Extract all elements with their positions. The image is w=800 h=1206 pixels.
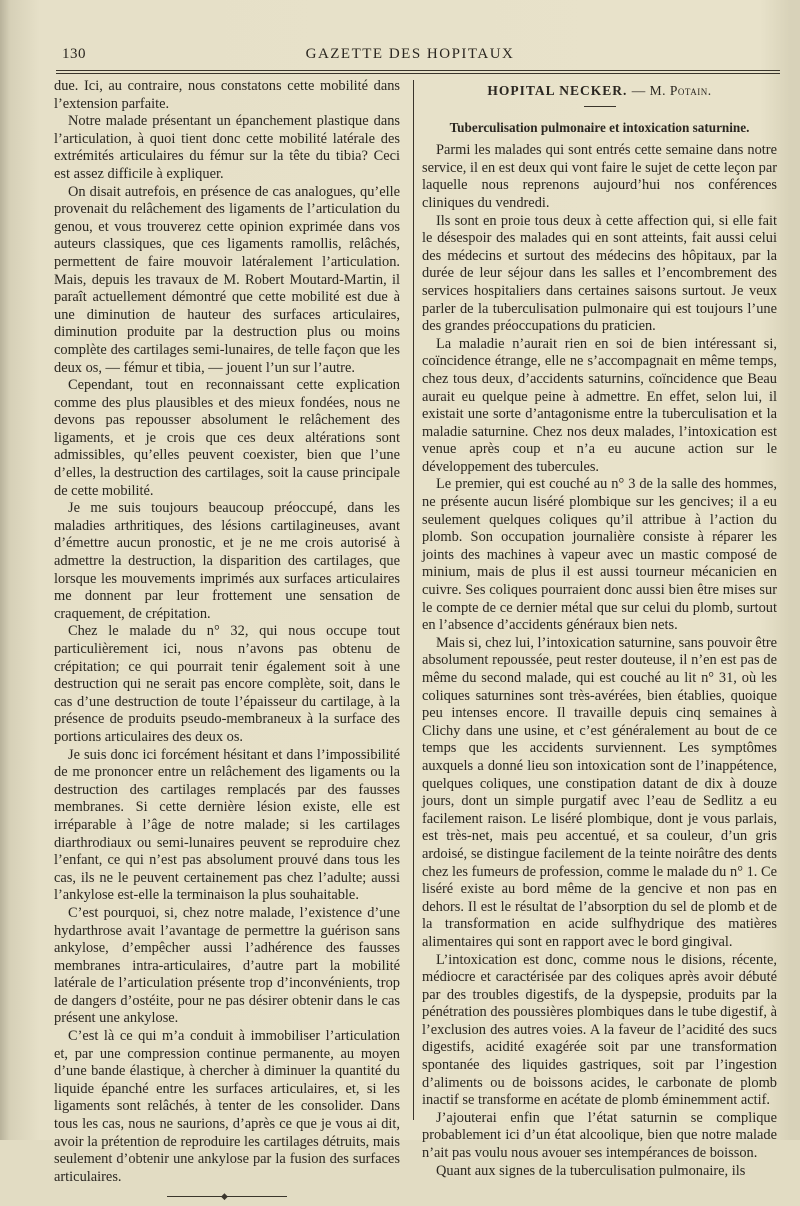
header-rule-thin	[56, 73, 780, 74]
column-separator	[413, 80, 414, 1120]
doctor-name: — M. Potain.	[631, 83, 712, 98]
paragraph: due. Ici, au contraire, nous constatons cette mobilité dans l’extension parfaite.	[54, 78, 400, 112]
paragraph: Mais si, chez lui, l’intoxication saturnine, sans pouvoir être absolument repoussée, peut rester douteuse, il n’en est pas de même du second malade, qui est couché au lit n° 31, où les coliques saturnines sont très-avérées, bien établies, quoique peu intenses encore. Il travaille depuis cinq semaines à Clichy dans une usine, et c’est généralement au bout de ce temps que les accidents surviennent. Les symptômes auxquels a donné lieu son intoxication sont de l’inappétence, quelques coliques, une constipation datant de dix à douze jours, dont un simple purgatif avec l’eau de Sedlitz a eu facilement raison. Le liséré plombique, dont je vous parlais, est très-net, mais peu accentué, et sa couleur, d’un gris ardoisé, se distingue facilement de la teinte noirâtre des dents chez les fumeurs de profession, comme le malade du n° 1. Ce liséré existe au bord même de la gencive et non pas en dehors. Il est le résultat de l’absorption du sel de plomb et de la transformation en acide sulfhydrique des matières alimentaires qui sont en rapport avec le bord gingival.	[422, 634, 777, 950]
paragraph: Quant aux signes de la tuberculisation pulmonaire, ils	[436, 1162, 746, 1179]
paragraph: Je suis donc ici forcément hésitant et dans l’impossibilité de me prononcer entre un relâchement des ligaments ou la destruction des cartilages remplacés par des fausses membranes. Si cette dernière lésion existe, elle est irréparable à l’âge de notre malade; si les cartilages diarthrodiaux ou semi-lunaires peuvent se reproduire chez l’enfant, ce qui n’est pas absolument prouvé dans tous les cas, ils ne le peuvent certainement pas chez l’adulte; aussi l’ankylose est-elle la terminaison la plus souhaitable.	[54, 746, 400, 904]
paragraph: On disait autrefois, en présence de cas analogues, qu’elle provenait du relâchement des ligaments de l’articulation du genou, et vous trouverez cette opinion exprimée dans vos auteurs classiques, que ces ligaments ramollis, relâchés, permettent de faire mouvoir latéralement l’articulation. Mais, depuis les travaux de M. Robert Moutard-Martin, il paraît actuellement démontré que cette mobilité est due à une diminution de hauteur des surfaces articulaires, diminution produite par la destruction plus ou moins complète des cartilages semi-lunaires, de telle façon que les deux os, — fémur et tibia, — jouent l’un sur l’autre.	[54, 183, 400, 376]
paragraph: Notre malade présentant un épanchement plastique dans l’articulation, à quoi tient donc cette mobilité latérale des extrémités articulaires du fémur sur la tête du tibia? Ceci est assez difficile à expliquer.	[54, 113, 400, 182]
article-subtitle: Tuberculisation pulmonaire et intoxication saturnine.	[449, 119, 750, 135]
page-number: 130	[62, 46, 86, 62]
journal-title: GAZETTE DES HOPITAUX	[305, 46, 515, 62]
paragraph: La maladie n’aurait rien en soi de bien intéressant si, coïncidence étrange, elle ne s’accompagnait en même temps, chez tous deux, d’accidents saturnins, coïncidence que Beau aurait eu quelque peine à admettre. En effet, selon lui, il existait une sorte d’antagonisme entre la tuberculisation et la maladie saturnine. Chez nos deux malades, l’intoxication est venue après coup et n’a eu aucune action sur le développement des tubercules.	[422, 335, 777, 475]
paragraph: Cependant, tout en reconnaissant cette explication comme des plus plausibles et des mieux fondées, nous ne devons pas repousser absolument le relâchement des ligaments, et je crois que ces deux altérations sont admissibles, qu’elles peuvent coexister, bien que l’une d’elles, la destruction des cartilages, soit la cause principale de cette mobilité.	[54, 377, 400, 499]
page-header	[56, 40, 764, 68]
paragraph: C’est là ce qui m’a conduit à immobiliser l’articulation et, par une compression continue permanente, au moyen d’une bande élastique, à chercher à diminuer la quantité du liquide épanché entre les surfaces articulaires, et, si les ligaments sont relâchés, à tenter de les consolider. Dans tous les cas, nous ne saurions, d’après ce que je vous ai dit, avoir la prétention de reproduire les cartilages détruits, mais seulement d’obtenir une ankylose par la fusion des surfaces articulaires.	[54, 1028, 400, 1185]
hospital-name: HOPITAL NECKER.	[487, 83, 628, 98]
paragraph: Je me suis toujours beaucoup préoccupé, dans les maladies arthritiques, des lésions cartilagineuses, avant d’émettre aucun pronostic, et je ne me crois autorisé à admettre la destruction, la disparition des cartilages, que lorsque les mouvements imprimés aux surfaces articulaires me donnent par leur frottement une sensation de craquement, de crépitation.	[54, 500, 400, 622]
paragraph: L’intoxication est donc, comme nous le disions, récente, médiocre et caractérisée par des coliques après avoir débuté par des troubles digestifs, de la dyspepsie, produits par la pénétration des poussières plombiques dans le tube digestif, à l’exclusion des autres voies. A la faveur de l’acidité des sucs digestifs, acidité exagérée soit par une transformation spontanée des liquides gastriques, soit par l’ingestion d’aliments ou de boissons acides, le carbonate de plomb inactif se transforme en acétate de plomb éminemment actif.	[422, 951, 777, 1109]
paragraph: C’est pourquoi, si, chez notre malade, l’existence d’une hydarthrose avait l’avantage de permettre la guérison sans ankylose, d’empêcher aussi l’adhérence des fausses membranes intra-articulaires, d’autre part la mobilité latérale de l’articulation présente trop d’inconvénients, trop de dangers d’ostéite, pour ne pas désirer obtenir dans le cas présent une ankylose.	[54, 904, 400, 1027]
paragraph: Chez le malade du n° 32, qui nous occupe tout particulièrement ici, nous n’avons pas obtenu de crépitation; ce qui pourrait tenir également soit à une destruction qui ne serait pas encore complète, soit, dans le cas d’une destruction de toute l’épaisseur du cartilage, à la présence de produits pseudo-membraneux à la surface des portions articulaires des deux os.	[54, 623, 400, 745]
header-rule	[56, 70, 780, 71]
left-column	[54, 78, 400, 1200]
paragraph: Le premier, qui est couché au n° 3 de la salle des hommes, ne présente aucun liséré plombique sur les gencives; il a eu seulement quelques coliques qu’il attribue à l’action du plomb. Son occupation journalière consiste à réparer les joints des machines à vapeur avec un mastic composé de minium, mais de plus il est aussi tourneur mécanicien en cuivre. Ses coliques pourraient donc aussi bien être mises sur le compte de ce dernier métal que sur celui du plomb, surtout en l’absence d’accidents généraux bien nets.	[422, 476, 777, 634]
paragraph: Parmi les malades qui sont entrés cette semaine dans notre service, il en est deux qui vont faire le sujet de cette leçon par laquelle nous reprenons aujourd’hui nos conférences cliniques du vendredi.	[422, 142, 777, 211]
right-column	[422, 78, 777, 1180]
section-end-ornament	[167, 1194, 287, 1200]
paragraph: J’ajouterai enfin que l’état saturnin se complique probablement ici d’un état alcoolique, bien que notre malade n’ait pas voulu nous avouer ses intempérances de boisson.	[422, 1109, 777, 1162]
hospital-heading	[422, 82, 777, 100]
paragraph: Ils sont en proie tous deux à cette affection qui, si elle fait le désespoir des malades qui en sont atteints, fait aussi celui des médecins et surtout des médecins des hôpitaux, par la durée de leur séjour dans les salles et l’encombrement des services hospitaliers dans certaines saisons surtout. Je veux parler de la tuberculisation pulmonaire qui est toujours l’une des grandes préoccupations du praticien.	[422, 212, 777, 335]
heading-rule	[584, 106, 616, 107]
